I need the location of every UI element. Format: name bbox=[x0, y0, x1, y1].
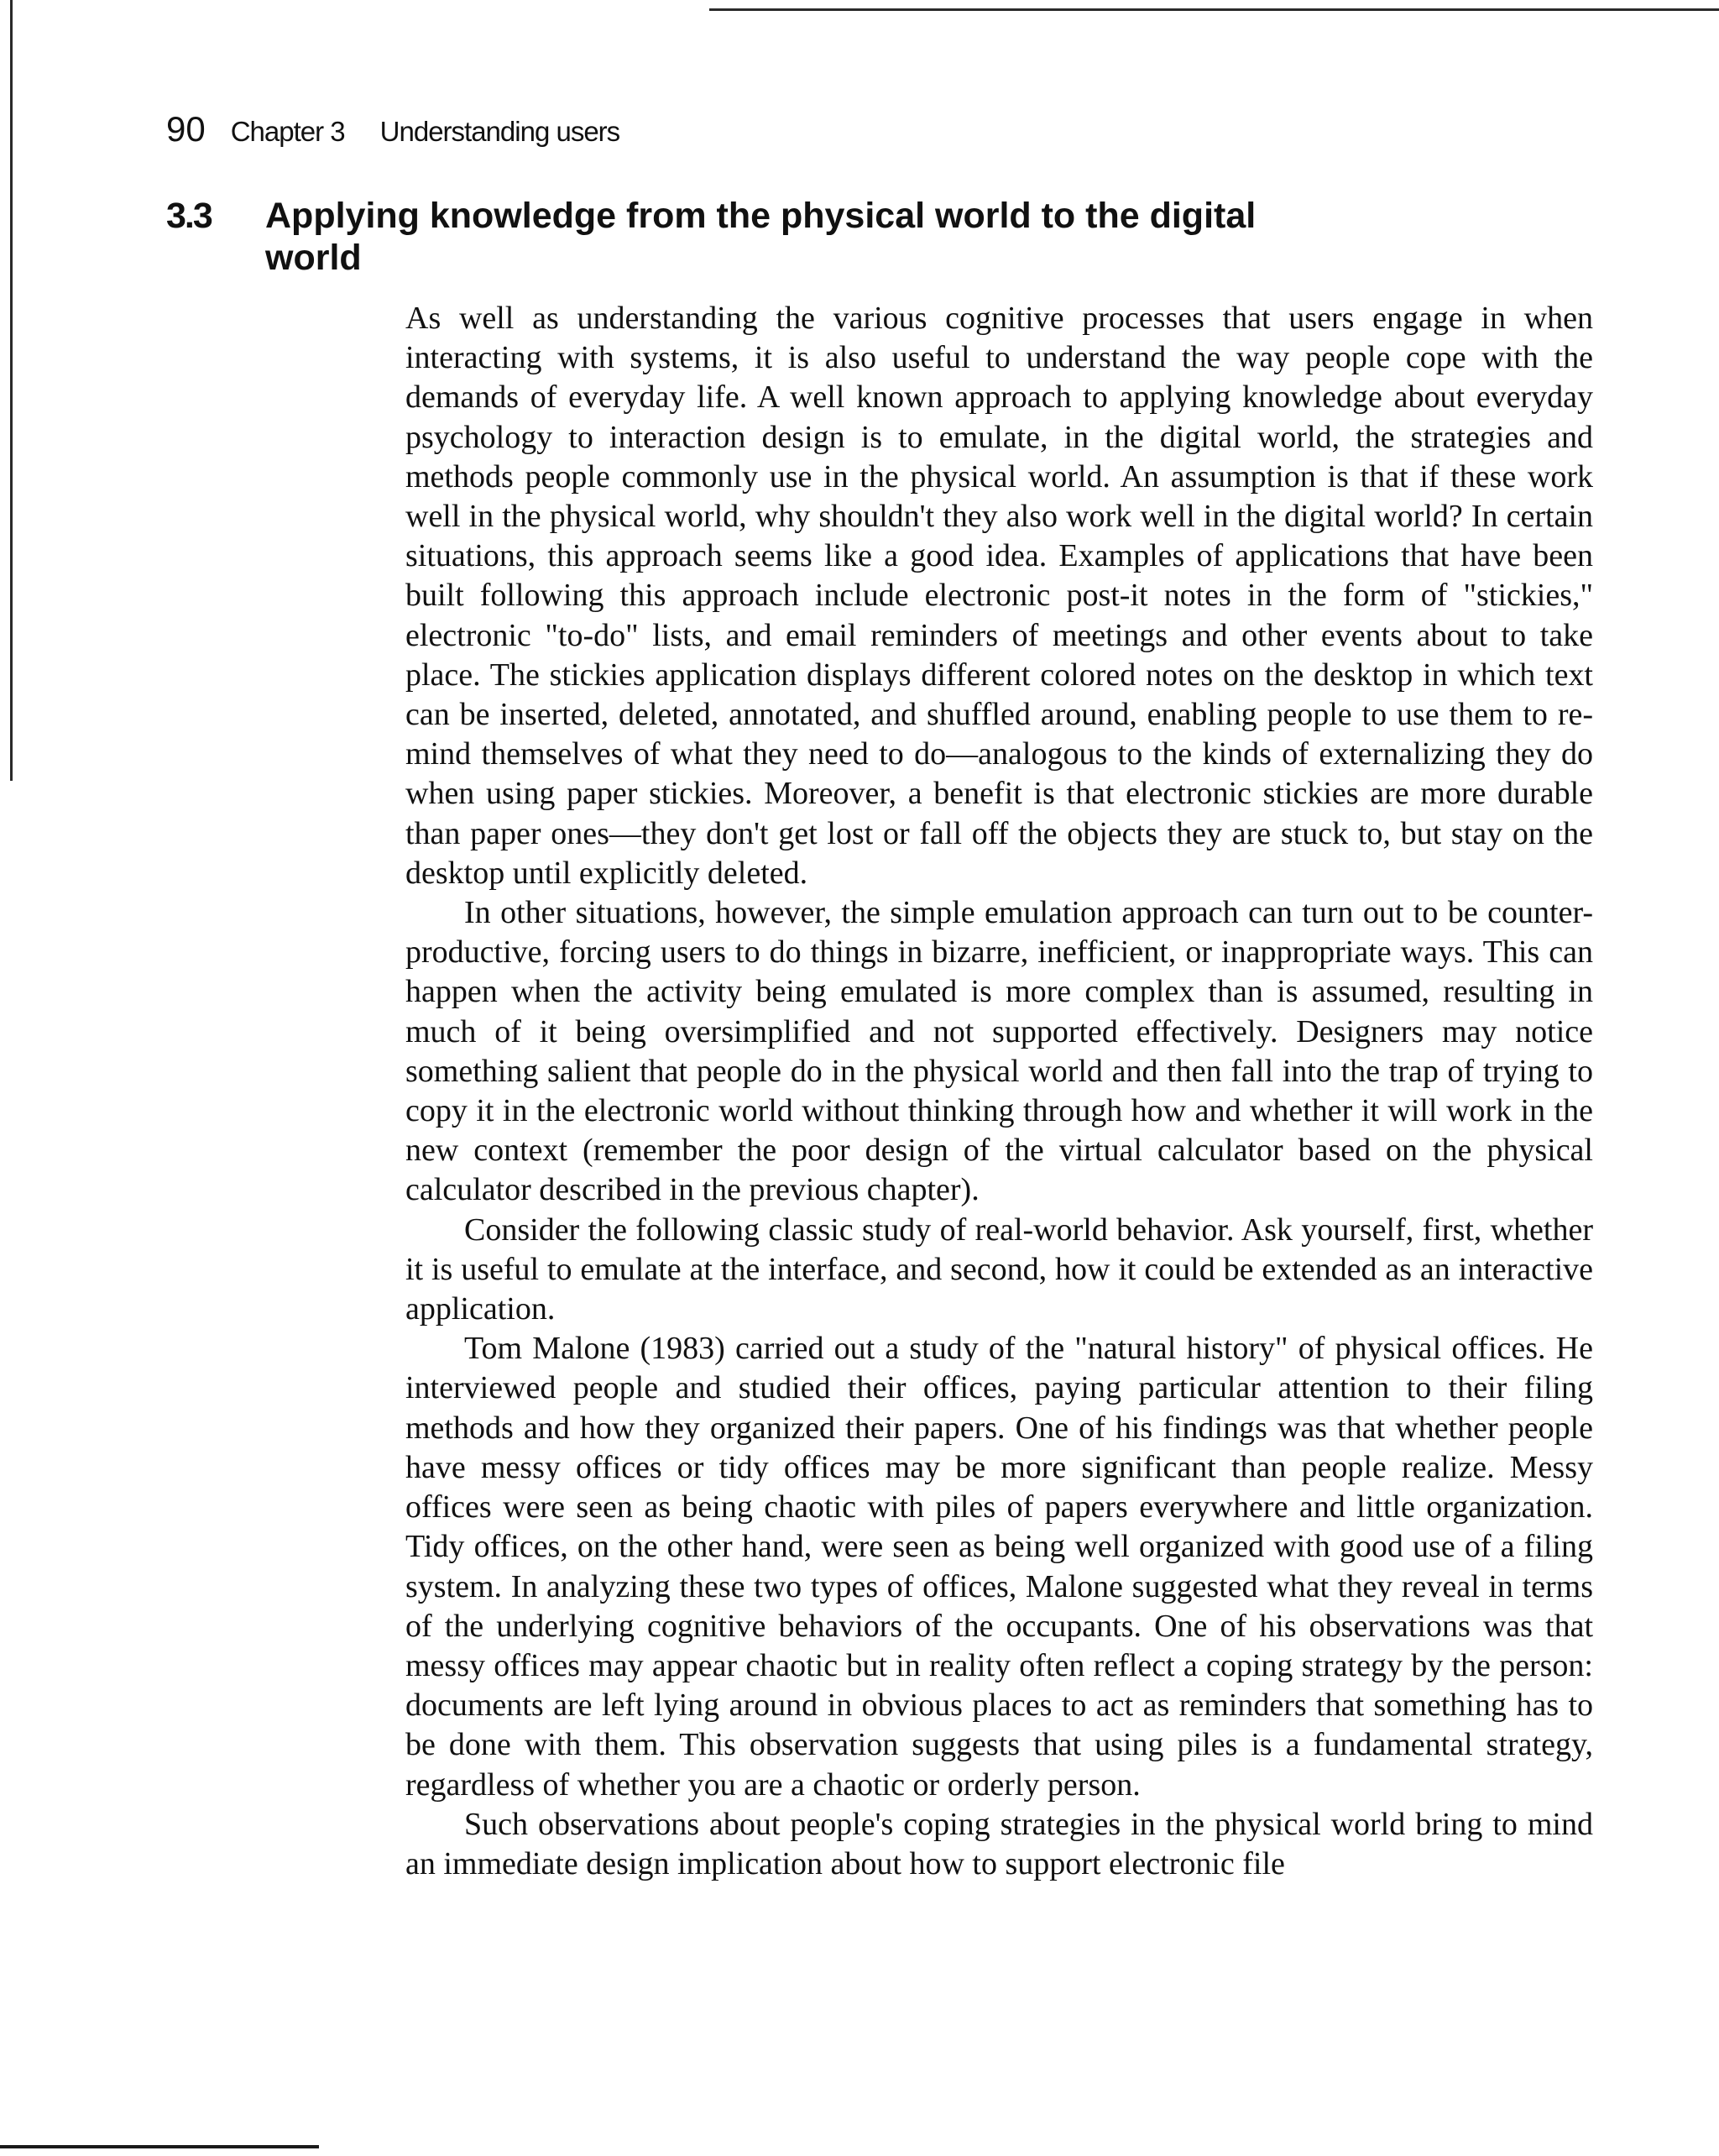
section-number: 3.3 bbox=[166, 196, 212, 236]
chapter-title: Understanding users bbox=[379, 116, 620, 147]
page-number: 90 bbox=[166, 109, 206, 149]
paragraph-5: Such observations about people's coping strategies in the physical world bring to mind an immediate design implication about how to support electronic file bbox=[405, 1806, 1593, 1881]
paragraph-4: Tom Malone (1983) carried out a study of the "natural history" of physical offices. He interviewed people and studied their offices, paying particular attention to their filing methods and how they organized their papers. One of his findings was that whether people have messy offices or tidy offices may be more significant than people realize. Messy offices were seen as being chaotic with piles of papers everywhere and little organization. Tidy offices, on the other hand, were seen as being well organized with good use of a filing system. In analyzing these two types of offices, Malone suggested what they reveal in terms of the underlying cognitive behaviors of the occupants. One of his observations was that messy offices may appear chaotic but in reality often reflect a coping strategy by the person: documents are left lying around in obvious places to act as reminders that something has to be done with them. This observation suggests that using piles is a fundamental strategy, regardless of whether you are a chaotic or orderly person. bbox=[405, 1331, 1593, 1803]
section-title: Applying knowledge from the physical world to the digital world bbox=[265, 196, 1257, 278]
running-head bbox=[166, 109, 619, 149]
scan-edge-line-top bbox=[709, 8, 1719, 11]
paragraph-2: In other situations, however, the simple emulation approach can turn out to be counter-productive, forcing users to do things in bizarre, inefficient, or inappropriate ways. This can happen when the activity being emulated is more complex than is assumed, resulting in much of it being oversimplified and not supported effectively. Designers may notice something salient that people do in the physical world and then fall into the trap of trying to copy it in the electronic world without thinking through how and whether it will work in the new context (remember the poor design of the virtual calculator based on the physical calculator described in the previous chapter). bbox=[405, 895, 1593, 1208]
body-text bbox=[405, 299, 1593, 1884]
chapter-label: Chapter 3 bbox=[230, 116, 345, 147]
paragraph-3: Consider the following classic study of real-world behavior. Ask yourself, first, whether it is useful to emulate at the interface, and second, how it could be extended as an interactive application. bbox=[405, 1211, 1593, 1327]
scan-edge-line-left bbox=[10, 0, 13, 781]
paragraph-1: As well as understanding the various cognitive processes that users engage in when interacting with systems, it is also useful to understand the way people cope with the demands of everyday life. A well known approach to applying knowledge about everyday psychology to interaction design is to emulate, in the digital world, the strategies and methods people commonly use in the physical world. An assumption is that if these work well in the physical world, why shouldn't they also work well in the digital world? In certain situations, this approach seems like a good idea. Examples of applications that have been built following this approach include electronic post-it notes in the form of "stickies," electronic "to-do" lists, and email reminders of meetings and other events about to take place. The stickies application displays different colored notes on the desktop in which text can be inserted, deleted, annotated, and shuffled around, enabling people to use them to remind themselves of what they need to do—analogous to the kinds of externalizing they do when using paper stickies. Moreover, a benefit is that electronic stickies are more durable than paper ones—they don't get lost or fall off the objects they are stuck to, but stay on the desktop until explicitly deleted. bbox=[405, 301, 1593, 891]
scan-edge-line-bottom bbox=[0, 2145, 319, 2148]
